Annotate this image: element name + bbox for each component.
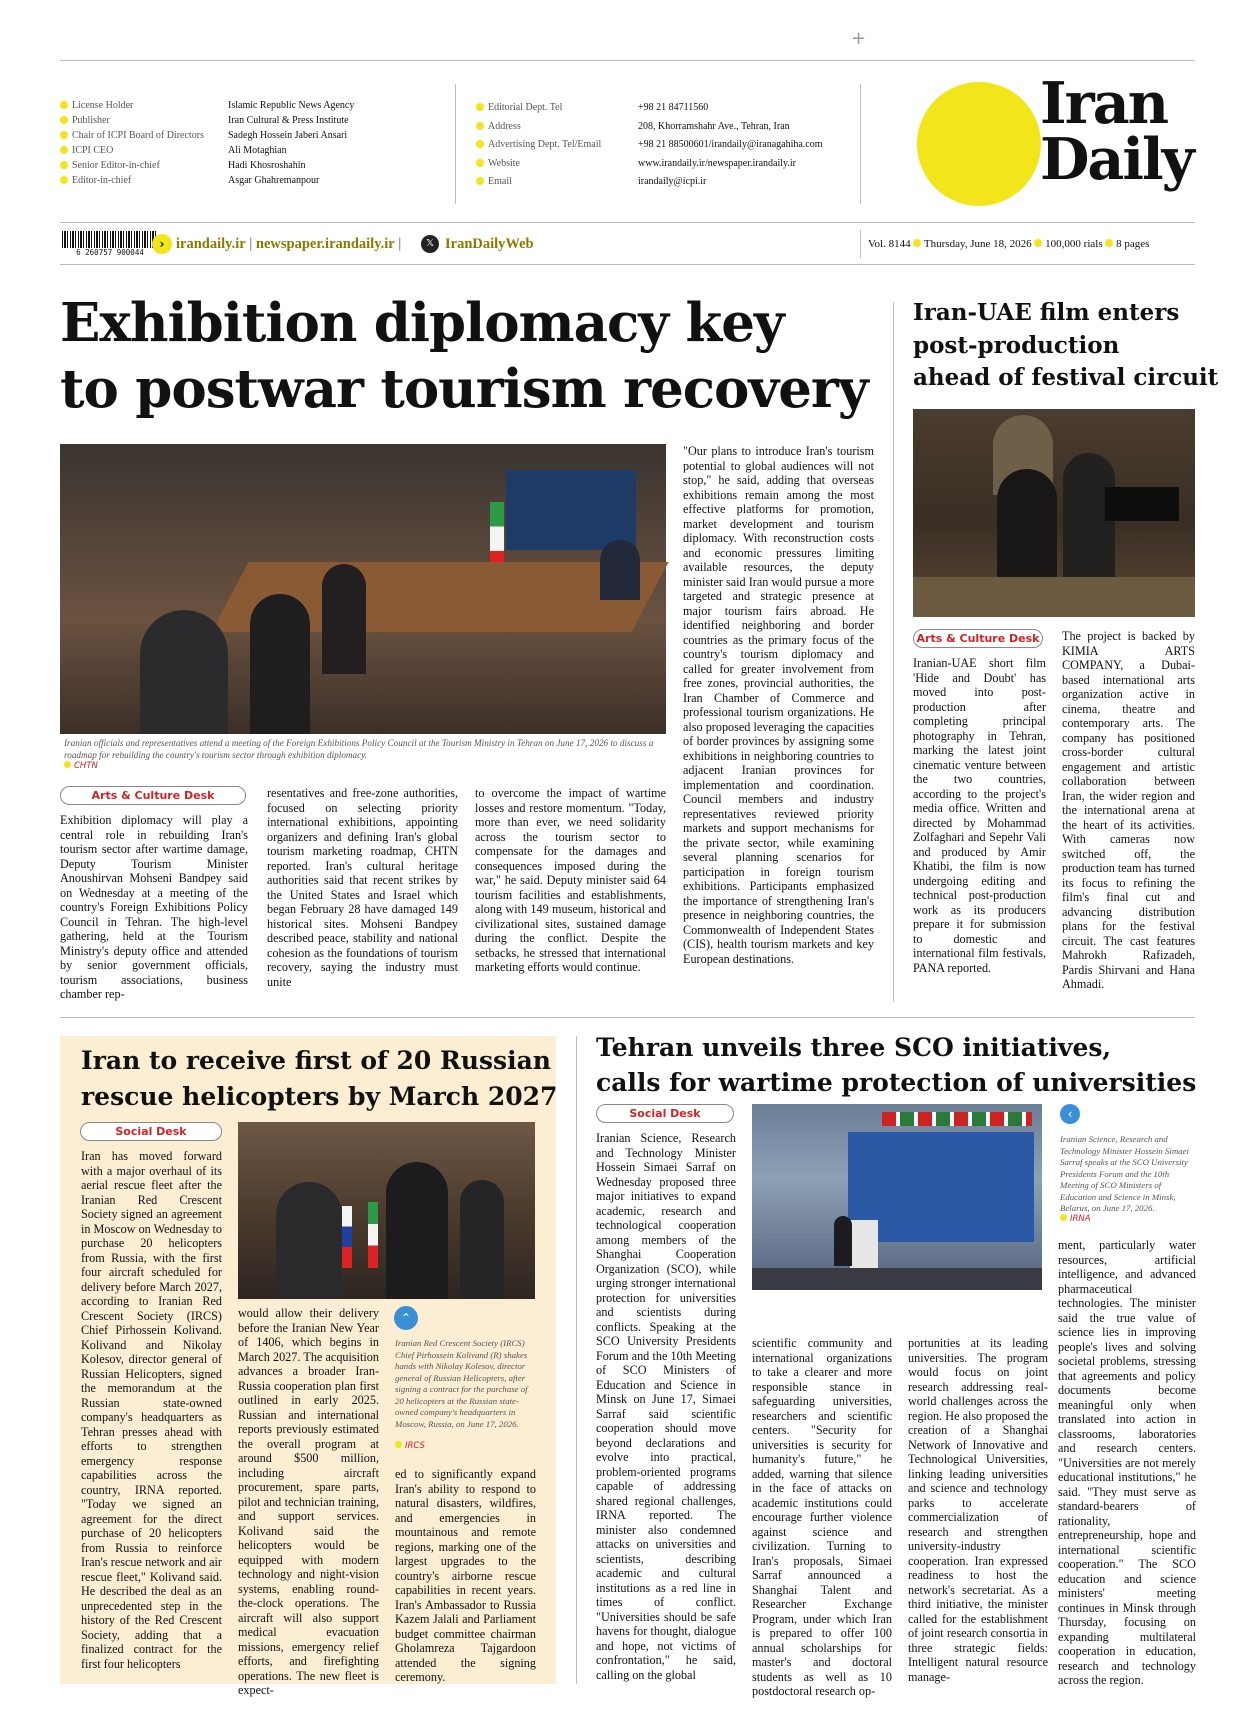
story1-col4: "Our plans to introduce Iran's tourism potential to global audiences will not stop," he said, adding that overseas exhibitions remain among the most effective platforms for promotion, market development and tourism diplomacy. With reconstruction costs and economic pressures limiting available resources, the deputy minister said Iran would pursue a more targeted and strategic presence at major tourism fairs abroad. He identified neighboring and border countries as the primary focus of the country's tourism diplomacy and called for greater involvement from free zones, provincial authorities, the Iran Chamber of Commerce and professional tourism organizations. He also proposed leveraging the capacities of border provinces by assigning some exhibitions in neighboring countries to adjacent Iranian provinces for implementation and coordination. Council members and industry representatives reviewed priority markets and support mechanisms for the private sector, while examining several planning scenarios for participation in foreign tourism exhibitions. Participants emphasized the importance of strengthening Iran's presence in neighboring countries, the Commonwealth of Independent States (CIS), health tourism markets and key European destinations.	[683, 444, 874, 966]
flags-row	[882, 1112, 1032, 1126]
signatory	[386, 1162, 448, 1299]
story4-caption: Iranian Science, Research and Technology Minister Hossein Simaei Sarraf speaks at the SCO University Presidents Forum and the 10th Meeting of SCO Ministers of Education and Science in Minsk, Belarus, on June 17, 2026.	[1060, 1134, 1189, 1213]
masthead-left-values	[228, 98, 354, 188]
story3-photo	[238, 1122, 535, 1299]
story3-caption: Iranian Red Crescent Society (IRCS) Chief Pirhossein Kolivand (R) shakes hands with Nikolay Kolesov, director general of Russian Helicopters, after signing a contract for the purchase of 20 helicopters at the Russian state-owned company's headquarters in Moscow, Russia, on June 17, 2026.	[395, 1338, 528, 1429]
story4-col4: ment, particularly water resources, artificial intelligence, and advanced pharmaceutical technologies. The minister said the true value of science lies in improving people's lives and solving societal problems, stressing that agreements and policy documents become meaningful only when translated into action in classrooms, laboratories and research centers. "Universities are not merely educational institutions," he said. "They must serve as standard-bearers of rationality, entrepreneurship, hope and international scientific cooperation." The SCO education and science ministers' meeting continues in Minsk through Thursday, focusing on expanding multilateral cooperation in education, research and technology across the region.	[1058, 1238, 1196, 1687]
attendee	[250, 594, 310, 734]
masthead-value: Islamic Republic News Agency	[228, 100, 355, 111]
story4-col3: portunities at its leading universities. The program would focus on joint research addressing real-world challenges across the region. He also proposed the creation of a Shanghai Network of Innovative and Technological Universities, linking leading universities and science and technology parks to accelerate commercialization of research and strengthen university-industry cooperation. Iran expressed readiness to host the network's secretariat. As a third initiative, the minister called for the establishment of joint research consortia in three strategic fields: Intelligent natural resource manage-	[908, 1336, 1048, 1684]
infobar-divider	[860, 230, 861, 258]
stage	[752, 1268, 1042, 1290]
speaker	[834, 1216, 852, 1266]
bullet-icon	[476, 122, 484, 130]
story4-desk-badge: Social Desk	[596, 1104, 734, 1123]
bullet-icon	[1105, 239, 1113, 247]
newspaper-link[interactable]: newspaper.irandaily.ir	[255, 236, 395, 252]
credit-dot-icon	[1060, 1214, 1067, 1221]
bullet-icon	[60, 176, 68, 184]
story3-col2: would allow their delivery before the Iranian New Year of 1406, which begins in March 2027. The acquisition advances a broader Iran-Russia cooperation plan first outlined in early 2025. Russian and international reports previously estimated the overall program at around $500 million, including aircraft procurement, spare parts, pilot and technician training, and support services. Kolivand said the helicopters would be equipped with modern technology and night-vision systems, enabling round-the-clock operations. The aircraft will also support medical evacuation missions, emergency relief efforts, and firefighting operations. The new fleet is expect-	[238, 1306, 379, 1697]
site-arrow-icon: ›	[152, 234, 172, 254]
masthead-value: Asgar Ghahremanpour	[228, 175, 320, 186]
masthead-right-values	[638, 99, 823, 192]
issue-price: 100,000 rials	[1045, 238, 1103, 250]
story1-col1: Exhibition diplomacy will play a central role in rebuilding Iran's tourism sector after wartime damage, Deputy Tourism Minister Anoushirvan Mohseni Bandpey said on Wednesday at a meeting of the country's Foreign Exhibitions Policy Council in Tehran. The high-level gathering, held at the Tourism Ministry's deputy office and attended by senior government officials, tourism associations, business chamber rep-	[60, 813, 248, 1001]
photo-back-icon[interactable]: ‹	[1060, 1104, 1080, 1124]
story3-headline: Iran to receive first of 20 Russian rescue helicopters by March 2027	[81, 1046, 558, 1111]
story4-credit: IRNA	[1060, 1214, 1091, 1224]
bullet-icon	[476, 140, 484, 148]
masthead-label: ICPI CEO	[60, 143, 204, 158]
attendee	[460, 1180, 504, 1299]
masthead-label: Address	[476, 118, 601, 137]
story-divider	[893, 302, 894, 1002]
credit-dot-icon	[395, 1441, 402, 1448]
masthead-value: irandaily@icpi.ir	[638, 176, 707, 187]
logo-text	[1040, 70, 1193, 193]
story2-desk-badge: Arts & Culture Desk	[913, 629, 1043, 648]
story1-caption: Iranian officials and representatives attend a meeting of the Foreign Exhibitions Policy Council at the Tourism Ministry in Tehran on June 17, 2026 to discuss a roadmap for rebuilding the country's tourism sector through exhibition diplomacy.	[64, 738, 654, 760]
masthead-label: Editor-in-chief	[60, 173, 204, 188]
infobar-bottom-rule	[60, 264, 1195, 265]
story1-desk-badge: Arts & Culture Desk	[60, 786, 246, 805]
bullet-icon	[476, 159, 484, 167]
volume: Vol. 8144	[868, 238, 911, 250]
masthead-label: Chair of ICPI Board of Directors	[60, 128, 204, 143]
masthead-value: Hadi Khosroshahin	[228, 160, 306, 171]
x-social-icon: 𝕏	[421, 235, 439, 253]
masthead-value: +98 21 84711560	[638, 102, 709, 113]
story3-credit: IRCS	[395, 1441, 425, 1451]
bullet-icon	[913, 239, 921, 247]
masthead-value: Sadegh Hossein Jaberi Ansari	[228, 130, 348, 141]
camera	[1105, 487, 1179, 521]
story1-col3: to overcome the impact of wartime losses and restore momentum. "Today, more than ever, we need solidarity across the tourism sector to compensate for the damages and consequences imposed during the war," he said. Deputy minister said 64 tourism facilities and establishments, along with 149 museum, historical and civilizational sites, sustained damage during the conflict. Despite the setbacks, he stressed that international marketing efforts would continue.	[475, 786, 666, 974]
masthead-label: Email	[476, 173, 601, 192]
story3-col3: ed to significantly expand Iran's ability to respond to natural disasters, wildfires, and emergencies in mountainous and remote regions, marking one of the largest upgrades to the country's airborne rescue capabilities in recent years. Iran's Ambassador to Russia Kazem Jalali and Parliament budget committee chairman Gholamreza Tajgardoon attended the signing ceremony.	[395, 1467, 536, 1684]
masthead-label: Editorial Dept. Tel	[476, 99, 601, 118]
crew-member	[997, 469, 1057, 581]
attendee	[140, 610, 228, 734]
logo-iran: Iran	[1040, 70, 1168, 137]
link-separator: |	[398, 236, 402, 252]
bullet-icon	[476, 177, 484, 185]
story4-headline: Tehran unveils three SCO initiatives, calls for wartime protection of universities	[596, 1033, 1197, 1097]
masthead-value: Iran Cultural & Press Institute	[228, 115, 349, 126]
barcode-number: 6 260757 900044	[62, 248, 158, 258]
masthead-value: +98 21 88500601/irandaily@iranagahiha.com	[638, 139, 823, 150]
masthead-label: Publisher	[60, 113, 204, 128]
story1-headline: Exhibition diplomacy key to postwar tourism recovery	[60, 292, 868, 420]
story2-col1: Iranian-UAE short film 'Hide and Doubt' has moved into post-production after completing principal photography in Tehran, marking the latest joint cinematic venture between the two countries, according to the project's media office. Written and directed by Mohammad Zolfaghari and Sepehr Vali and produced by Amir Khatibi, the film is now undergoing editing and technical post-production work as its producers prepare it for submission to domestic and international film festivals, PANA reported.	[913, 656, 1046, 975]
story2-photo	[913, 409, 1195, 617]
story4-col2: scientific community and international organizations to take a clearer and more responsible stance in safeguarding universities, researchers and scientific centers. "Security for universities is security for humanity's future," he added, warning that silence in the face of attacks on academic institutions could encourage further violence against science and civilization. Turning to Iran's proposals, Simaei Sarraf announced a Shanghai Talent and Researcher Exchange Program, under which Iran is prepared to offer 100 annual scholarships for master's and doctoral students as well as 10 postdoctoral research op-	[752, 1336, 892, 1698]
story4-photo	[752, 1104, 1042, 1290]
masthead-label: Senior Editor-in-chief	[60, 158, 204, 173]
masthead-divider-1	[455, 84, 456, 204]
bullet-icon	[60, 101, 68, 109]
registration-mark: +	[851, 28, 867, 49]
logo-circle-icon	[917, 82, 1041, 206]
social-handle[interactable]: IranDailyWeb	[445, 236, 534, 252]
flag-russia	[342, 1206, 352, 1268]
bullet-icon	[60, 146, 68, 154]
link-separator: |	[249, 236, 256, 252]
website-link[interactable]: irandaily.ir	[176, 236, 246, 252]
carpet	[913, 577, 1195, 617]
story3-col1: Iran has moved forward with a major overhaul of its aerial rescue fleet after the Iranian Red Crescent Society signed an agreement in Moscow on Wednesday to purchase 20 helicopters from Russia, with the first four aircraft scheduled for delivery before March 2027, according to Iranian Red Crescent Society (IRCS) Chief Pirhossein Kolivand. Kolivand and Nikolay Kolesov, director general of Russian Helicopters, signed the memorandum at the Russian state-owned company's headquarters as Tehran presses ahead with efforts to strengthen emergency response capabilities across the country, IRNA reported. "Today we signed an agreement for the direct purchase of 20 helicopters from Russia to reinforce Iran's rescue network and air rescue fleet," Kolivand said. He described the deal as an unprecedented step in the history of the Red Crescent Society, adding that a finalized contract for the first four helicopters	[81, 1149, 222, 1671]
signatory	[276, 1182, 342, 1299]
story4-col1: Iranian Science, Research and Technology Minister Hossein Simaei Sarraf on Wednesday proposed three major initiatives to expand academic, research and technological cooperation among members of the Shanghai Cooperation Organization (SCO), while urging stronger international protection for universities and scientists during conflicts. Speaking at the SCO University Presidents Forum and the 10th Meeting of SCO Ministers of Education and Science in Minsk on June 17, Simaei Sarraf said scientific cooperation should move beyond declarations and evolve into practical, problem-oriented programs capable of addressing shared regional challenges, IRNA reported. The minister also condemned attacks on universities and scientists, describing academic and cultural institutions as a red line in times of conflict. "Universities should be safe havens for thought, dialogue and hope, not victims of confrontation," he said, calling on the global	[596, 1131, 736, 1682]
credit-dot-icon	[64, 761, 71, 768]
bullet-icon	[1034, 239, 1042, 247]
masthead-label: License Holder	[60, 98, 204, 113]
story-divider	[576, 1036, 577, 1684]
masthead-value: 208, Khorramshahr Ave., Tehran, Iran	[638, 120, 790, 132]
story3-desk-badge: Social Desk	[80, 1122, 222, 1141]
attendee	[322, 564, 366, 674]
bullet-icon	[60, 161, 68, 169]
story1-photo	[60, 444, 666, 734]
story2-headline: Iran-UAE film enters post-production ahead of festival circuit	[913, 299, 1219, 391]
story1-credit: CHTN	[64, 761, 98, 771]
bullet-icon	[476, 103, 484, 111]
photo-up-arrow-icon[interactable]: ⌃	[394, 1306, 418, 1330]
top-rule	[60, 60, 1195, 61]
issue-info	[868, 237, 1149, 251]
masthead-bottom-rule	[60, 222, 1195, 223]
section-rule	[60, 1017, 1195, 1018]
masthead-right-labels	[476, 99, 601, 192]
page-count: 8 pages	[1116, 238, 1150, 250]
bullet-icon	[60, 116, 68, 124]
logo-daily: Daily	[1040, 126, 1193, 193]
attendee	[600, 540, 640, 600]
story2-col2: The project is backed by KIMIA ARTS COMPANY, a Dubai-based international arts organization active in cinema, theatre and contemporary arts. The company has positioned cross-border cultural engagement and artistic collaboration between Iran, the wider region and the international arena at the heart of its activities. With cameras now switched off, the production team has turned its focus to refining the film's final cut and advancing distribution plans for the festival circuit. The cast features Mahrokh Rafizadeh, Pardis Shirvani and Hana Ahmadi.	[1062, 629, 1196, 991]
issue-date: Thursday, June 18, 2026	[923, 238, 1032, 250]
masthead-label: Advertising Dept. Tel/Email	[476, 136, 601, 155]
flag-iran	[368, 1202, 378, 1268]
masthead-divider-2	[860, 84, 861, 204]
lectern	[850, 1220, 878, 1270]
masthead-left-labels	[60, 98, 204, 188]
masthead-value: Ali Motaghian	[228, 145, 287, 156]
bullet-icon	[60, 131, 68, 139]
masthead-value: www.irandaily.ir/newspaper.irandaily.ir	[638, 157, 797, 169]
masthead-label: Website	[476, 155, 601, 174]
story1-col2: resentatives and free-zone authorities, focused on selecting priority international exhibitions, appointing organizers and defining Iran's global tourism marketing roadmap, CHTN reported. Iran's cultural heritage authorities said that recent strikes by the United States and Israel which began February 28 have damaged 149 historical sites. Mohseni Bandpey described peace, stability and national cohesion as the foundations of tourism recovery, saying the industry must unite	[267, 786, 458, 989]
wall-panel	[506, 470, 636, 550]
